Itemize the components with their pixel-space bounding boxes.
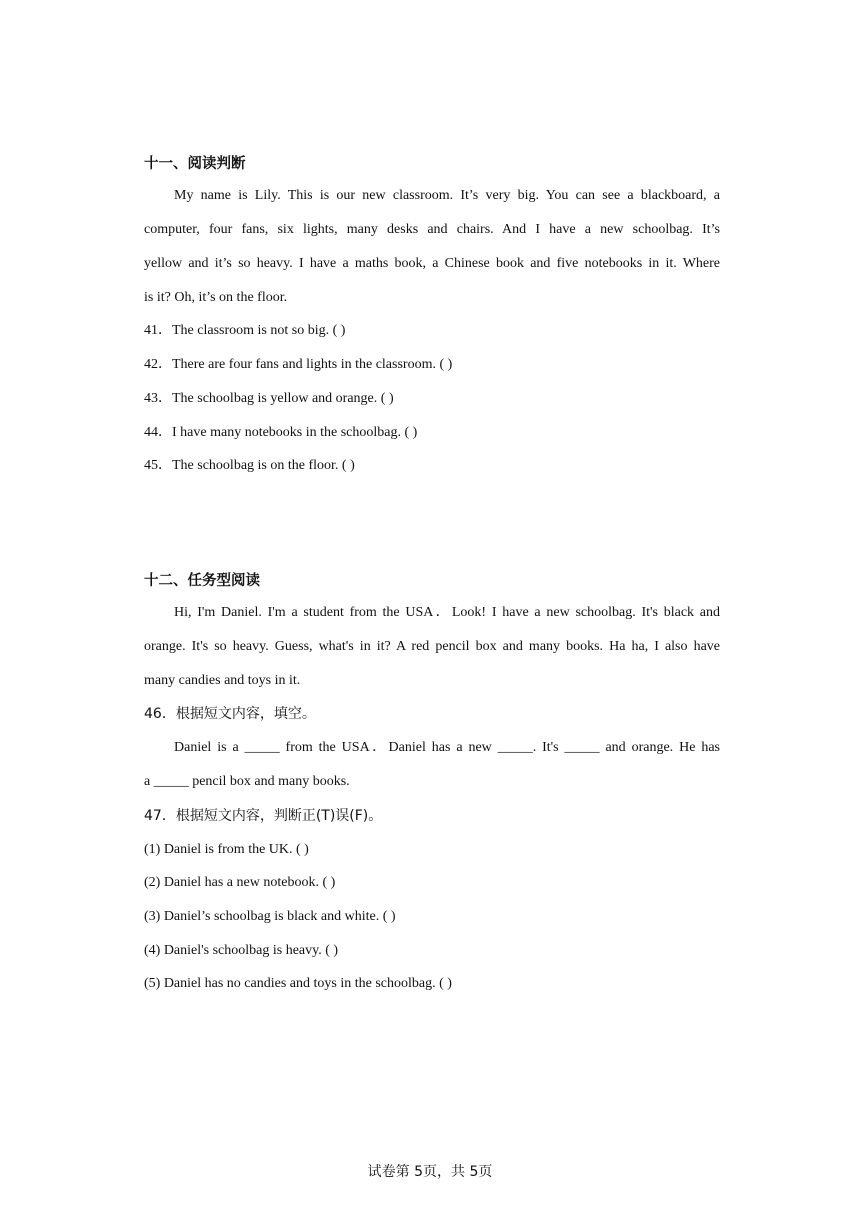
page-footer: 试卷第 5页，共 5页	[367, 1164, 493, 1180]
s11-passage-line-4: is it? Oh, it’s on the floor.	[144, 290, 288, 305]
section-11-heading: 十一、阅读判断	[144, 156, 246, 172]
question-41: 41．The classroom is not so big. ( )	[144, 323, 346, 338]
question-47-title: 47．根据短文内容，判断正(T)误(F)。	[144, 808, 383, 824]
q46-line-2: a _____ pencil box and many books.	[144, 774, 350, 789]
q47-item-2: (2) Daniel has a new notebook. ( )	[144, 875, 336, 890]
question-44: 44．I have many notebooks in the schoolbag. ( )	[144, 425, 418, 440]
question-46-title: 46．根据短文内容，填空。	[144, 706, 316, 722]
s11-passage-line-2: computer, four fans, six lights, many desks and chairs. And I have a new schoolbag. It’s	[144, 222, 720, 237]
s11-passage-line-1: My name is Lily. This is our new classroom. It’s very big. You can see a blackboard, a	[174, 188, 720, 203]
q47-item-5: (5) Daniel has no candies and toys in the schoolbag. ( )	[144, 976, 452, 991]
s12-passage-line-1: Hi, I'm Daniel. I'm a student from the USA．Look! I have a new schoolbag. It's black and	[174, 605, 720, 620]
q47-item-3: (3) Daniel’s schoolbag is black and white. ( )	[144, 909, 396, 924]
s11-passage-line-3: yellow and it’s so heavy. I have a maths book, a Chinese book and five notebooks in it. Where	[144, 256, 720, 271]
question-45: 45．The schoolbag is on the floor. ( )	[144, 458, 355, 473]
question-43: 43．The schoolbag is yellow and orange. ( )	[144, 391, 394, 406]
q47-item-4: (4) Daniel's schoolbag is heavy. ( )	[144, 943, 339, 958]
s12-passage-line-2: orange. It's so heavy. Guess, what's in it? A red pencil box and many books. Ha ha, I also have	[144, 639, 720, 654]
q46-line-1: Daniel is a _____ from the USA．Daniel has a new _____. It's _____ and orange. He has	[174, 740, 720, 755]
q47-item-1: (1) Daniel is from the UK. ( )	[144, 842, 309, 857]
s12-passage-line-3: many candies and toys in it.	[144, 673, 301, 688]
section-12-heading: 十二、任务型阅读	[144, 573, 260, 589]
question-42: 42．There are four fans and lights in the classroom. ( )	[144, 357, 453, 372]
